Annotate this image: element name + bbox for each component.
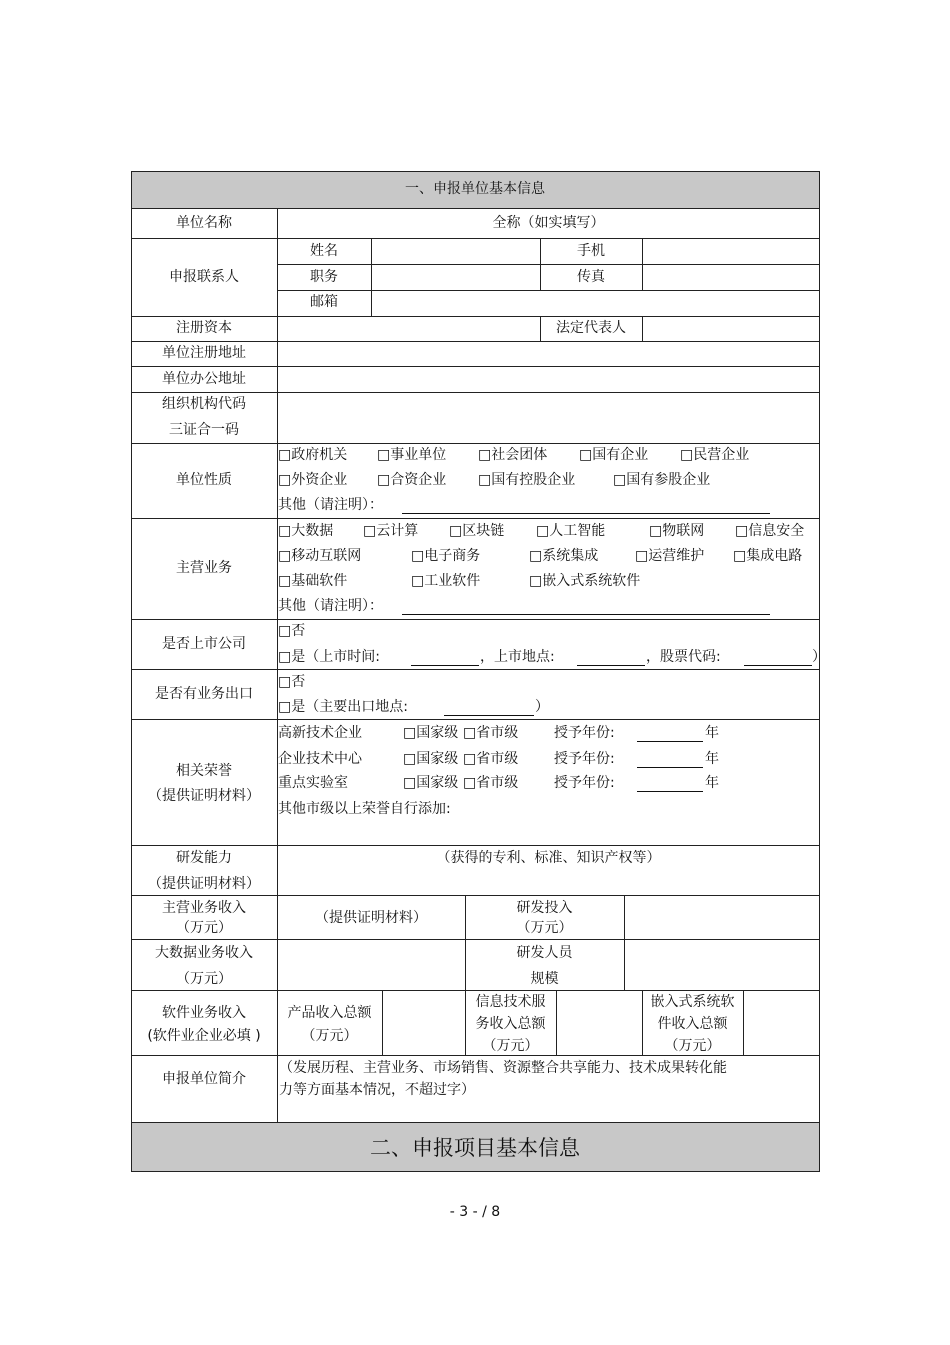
- it-income-field[interactable]: [558, 992, 641, 1054]
- honors-label-2: （提供证明材料）: [148, 788, 260, 804]
- contact-email-field[interactable]: [373, 292, 818, 315]
- contact-name-field[interactable]: [373, 240, 539, 263]
- business-option-cloud[interactable]: □云计算: [363, 523, 419, 539]
- contact-title-label: 职务: [310, 269, 338, 285]
- legal-rep-label: 法定代表人: [556, 320, 626, 336]
- export-place-line[interactable]: [444, 715, 534, 716]
- contact-title-field[interactable]: [373, 266, 539, 289]
- contact-phone-label: 手机: [577, 243, 605, 259]
- honor-hitech-name: 高新技术企业: [278, 725, 362, 741]
- listed-code-label: ，股票代码:: [646, 649, 721, 665]
- nature-option-state-share[interactable]: □国有参股企业: [613, 472, 711, 488]
- honor-lab-provincial[interactable]: □省市级: [463, 775, 519, 791]
- capital-label: 注册资本: [176, 320, 232, 336]
- intro-hint-1: （发展历程、主营业务、市场销售、资源整合共享能力、技术成果转化能: [279, 1060, 727, 1076]
- business-label: 主营业务: [176, 560, 232, 576]
- business-option-ic[interactable]: □集成电路: [733, 548, 803, 564]
- honor-tech-center-year-label: 授予年份:: [554, 751, 615, 767]
- reg-address-label: 单位注册地址: [162, 345, 246, 361]
- bigdata-income-label-1: 大数据业务收入: [155, 945, 253, 961]
- section2-title: 二、申报项目基本信息: [370, 1136, 580, 1160]
- contact-fax-label: 传真: [577, 269, 605, 285]
- embedded-income-field[interactable]: [745, 992, 818, 1054]
- it-income-label-2: 务收入总额: [475, 1016, 546, 1032]
- main-income-label-2: （万元）: [176, 920, 232, 936]
- nature-option-gov[interactable]: □政府机关: [278, 447, 348, 463]
- honor-hitech-national[interactable]: □国家级: [403, 725, 459, 741]
- bigdata-income-label-2: （万元）: [176, 971, 232, 987]
- it-income-label-1: 信息技术服: [475, 994, 546, 1010]
- product-income-label-2: （万元）: [301, 1028, 358, 1044]
- honor-lab-year-label: 授予年份:: [554, 775, 615, 791]
- honor-hitech-year-label: 授予年份:: [554, 725, 615, 741]
- honor-hitech-provincial[interactable]: □省市级: [463, 725, 519, 741]
- export-label: 是否有业务出口: [155, 686, 253, 702]
- honor-tech-center-year-line[interactable]: [637, 767, 703, 768]
- listed-option-yes[interactable]: □是（上市时间:: [278, 649, 380, 665]
- nature-label: 单位性质: [176, 472, 232, 488]
- listed-code-line[interactable]: [744, 665, 812, 666]
- rd-input-label-1: 研发投入: [516, 900, 573, 916]
- nature-option-state-holding[interactable]: □国有控股企业: [478, 472, 576, 488]
- intro-label: 申报单位简介: [162, 1071, 246, 1087]
- org-code-label-1: 组织机构代码: [162, 396, 246, 412]
- listed-place-line[interactable]: [577, 665, 645, 666]
- honor-hitech-year-unit: 年: [705, 725, 719, 741]
- nature-option-private[interactable]: □民营企业: [680, 447, 750, 463]
- intro-field[interactable]: [279, 1100, 818, 1121]
- business-option-ai[interactable]: □人工智能: [536, 523, 606, 539]
- honor-lab-national[interactable]: □国家级: [403, 775, 459, 791]
- nature-option-institution[interactable]: □事业单位: [377, 447, 447, 463]
- nature-other-label: 其他（请注明）：: [278, 497, 383, 513]
- honor-tech-center-national[interactable]: □国家级: [403, 751, 459, 767]
- listed-label: 是否上市公司: [162, 636, 246, 652]
- business-option-ops[interactable]: □运营维护: [635, 548, 705, 564]
- honor-tech-center-year-unit: 年: [705, 751, 719, 767]
- contact-email-label: 邮箱: [310, 294, 338, 310]
- listed-place-label: ，上市地点:: [480, 649, 555, 665]
- nature-option-jv[interactable]: □合资企业: [377, 472, 447, 488]
- export-close: ）: [535, 699, 549, 715]
- unit-name-label: 单位名称: [176, 215, 232, 231]
- contact-name-label: 姓名: [310, 243, 338, 259]
- listed-time-line[interactable]: [411, 665, 479, 666]
- business-option-industrial-software[interactable]: □工业软件: [411, 573, 481, 589]
- page-number: - 3 - / 8: [449, 1204, 501, 1220]
- software-income-label-1: 软件业务收入: [162, 1005, 246, 1021]
- honors-label-1: 相关荣誉: [176, 763, 232, 779]
- contact-fax-field[interactable]: [644, 266, 818, 289]
- org-code-label-2: 三证合一码: [169, 422, 239, 438]
- nature-option-foreign[interactable]: □外资企业: [278, 472, 348, 488]
- office-address-label: 单位办公地址: [162, 371, 246, 387]
- office-address-field[interactable]: [279, 368, 818, 391]
- business-option-ecommerce[interactable]: □电子商务: [411, 548, 481, 564]
- capital-field[interactable]: [279, 318, 539, 340]
- embedded-income-label-3: （万元）: [664, 1038, 721, 1054]
- export-option-no[interactable]: □否: [278, 674, 306, 690]
- product-income-label-1: 产品收入总额: [287, 1005, 372, 1021]
- embedded-income-label-1: 嵌入式系统软: [650, 994, 735, 1010]
- intro-hint-2: 力等方面基本情况，不超过字）: [279, 1082, 475, 1098]
- listed-close: ）: [812, 649, 826, 665]
- business-option-mobile[interactable]: □移动互联网: [278, 548, 362, 564]
- business-option-blockchain[interactable]: □区块链: [449, 523, 505, 539]
- business-option-integration[interactable]: □系统集成: [529, 548, 599, 564]
- rd-staff-label-1: 研发人员: [516, 945, 573, 961]
- honor-hitech-year-line[interactable]: [637, 741, 703, 742]
- org-code-field[interactable]: [279, 394, 818, 442]
- honor-lab-year-unit: 年: [705, 775, 719, 791]
- business-option-embedded[interactable]: □嵌入式系统软件: [529, 573, 641, 589]
- main-income-label-1: 主营业务收入: [162, 900, 246, 916]
- nature-option-social[interactable]: □社会团体: [478, 447, 548, 463]
- rd-staff-label-2: 规模: [530, 971, 559, 987]
- export-option-yes[interactable]: □是（主要出口地点:: [278, 699, 408, 715]
- honor-tech-center-name: 企业技术中心: [278, 751, 362, 767]
- listed-option-no[interactable]: □否: [278, 623, 306, 639]
- legal-rep-field[interactable]: [644, 318, 818, 340]
- business-option-base-software[interactable]: □基础软件: [278, 573, 348, 589]
- nature-option-state[interactable]: □国有企业: [579, 447, 649, 463]
- unit-name-hint: 全称（如实填写）: [492, 215, 605, 231]
- it-income-label-3: （万元）: [482, 1038, 539, 1054]
- business-option-security[interactable]: □信息安全: [735, 523, 805, 539]
- product-income-field[interactable]: [384, 992, 464, 1054]
- rd-label-1: 研发能力: [176, 850, 232, 866]
- rd-input-label-2: （万元）: [516, 920, 573, 936]
- rd-staff-field[interactable]: [626, 941, 818, 989]
- business-other-label: 其他（请注明）：: [278, 598, 383, 614]
- business-option-bigdata[interactable]: □大数据: [278, 523, 334, 539]
- honor-lab-name: 重点实验室: [278, 775, 348, 791]
- rd-input-field[interactable]: [626, 897, 818, 938]
- main-income-hint: （提供证明材料）: [315, 910, 427, 926]
- honor-tech-center-provincial[interactable]: □省市级: [463, 751, 519, 767]
- nature-other-line[interactable]: [402, 513, 770, 514]
- reg-address-field[interactable]: [279, 343, 818, 365]
- rd-hint: （获得的专利、标准、知识产权等）: [436, 850, 661, 866]
- contact-label: 申报联系人: [169, 269, 239, 285]
- embedded-income-label-2: 件收入总额: [657, 1016, 728, 1032]
- business-other-line[interactable]: [402, 614, 770, 615]
- honors-other-label: 其他市级以上荣誉自行添加:: [278, 801, 451, 817]
- contact-phone-field[interactable]: [644, 240, 818, 263]
- rd-field[interactable]: [279, 868, 818, 894]
- rd-label-2: （提供证明材料）: [148, 876, 260, 892]
- section1-title: 一、申报单位基本信息: [405, 181, 545, 197]
- honor-lab-year-line[interactable]: [637, 791, 703, 792]
- bigdata-income-field[interactable]: [279, 941, 464, 989]
- software-income-label-2: (软件业企业必填 ): [147, 1028, 261, 1044]
- business-option-iot[interactable]: □物联网: [649, 523, 705, 539]
